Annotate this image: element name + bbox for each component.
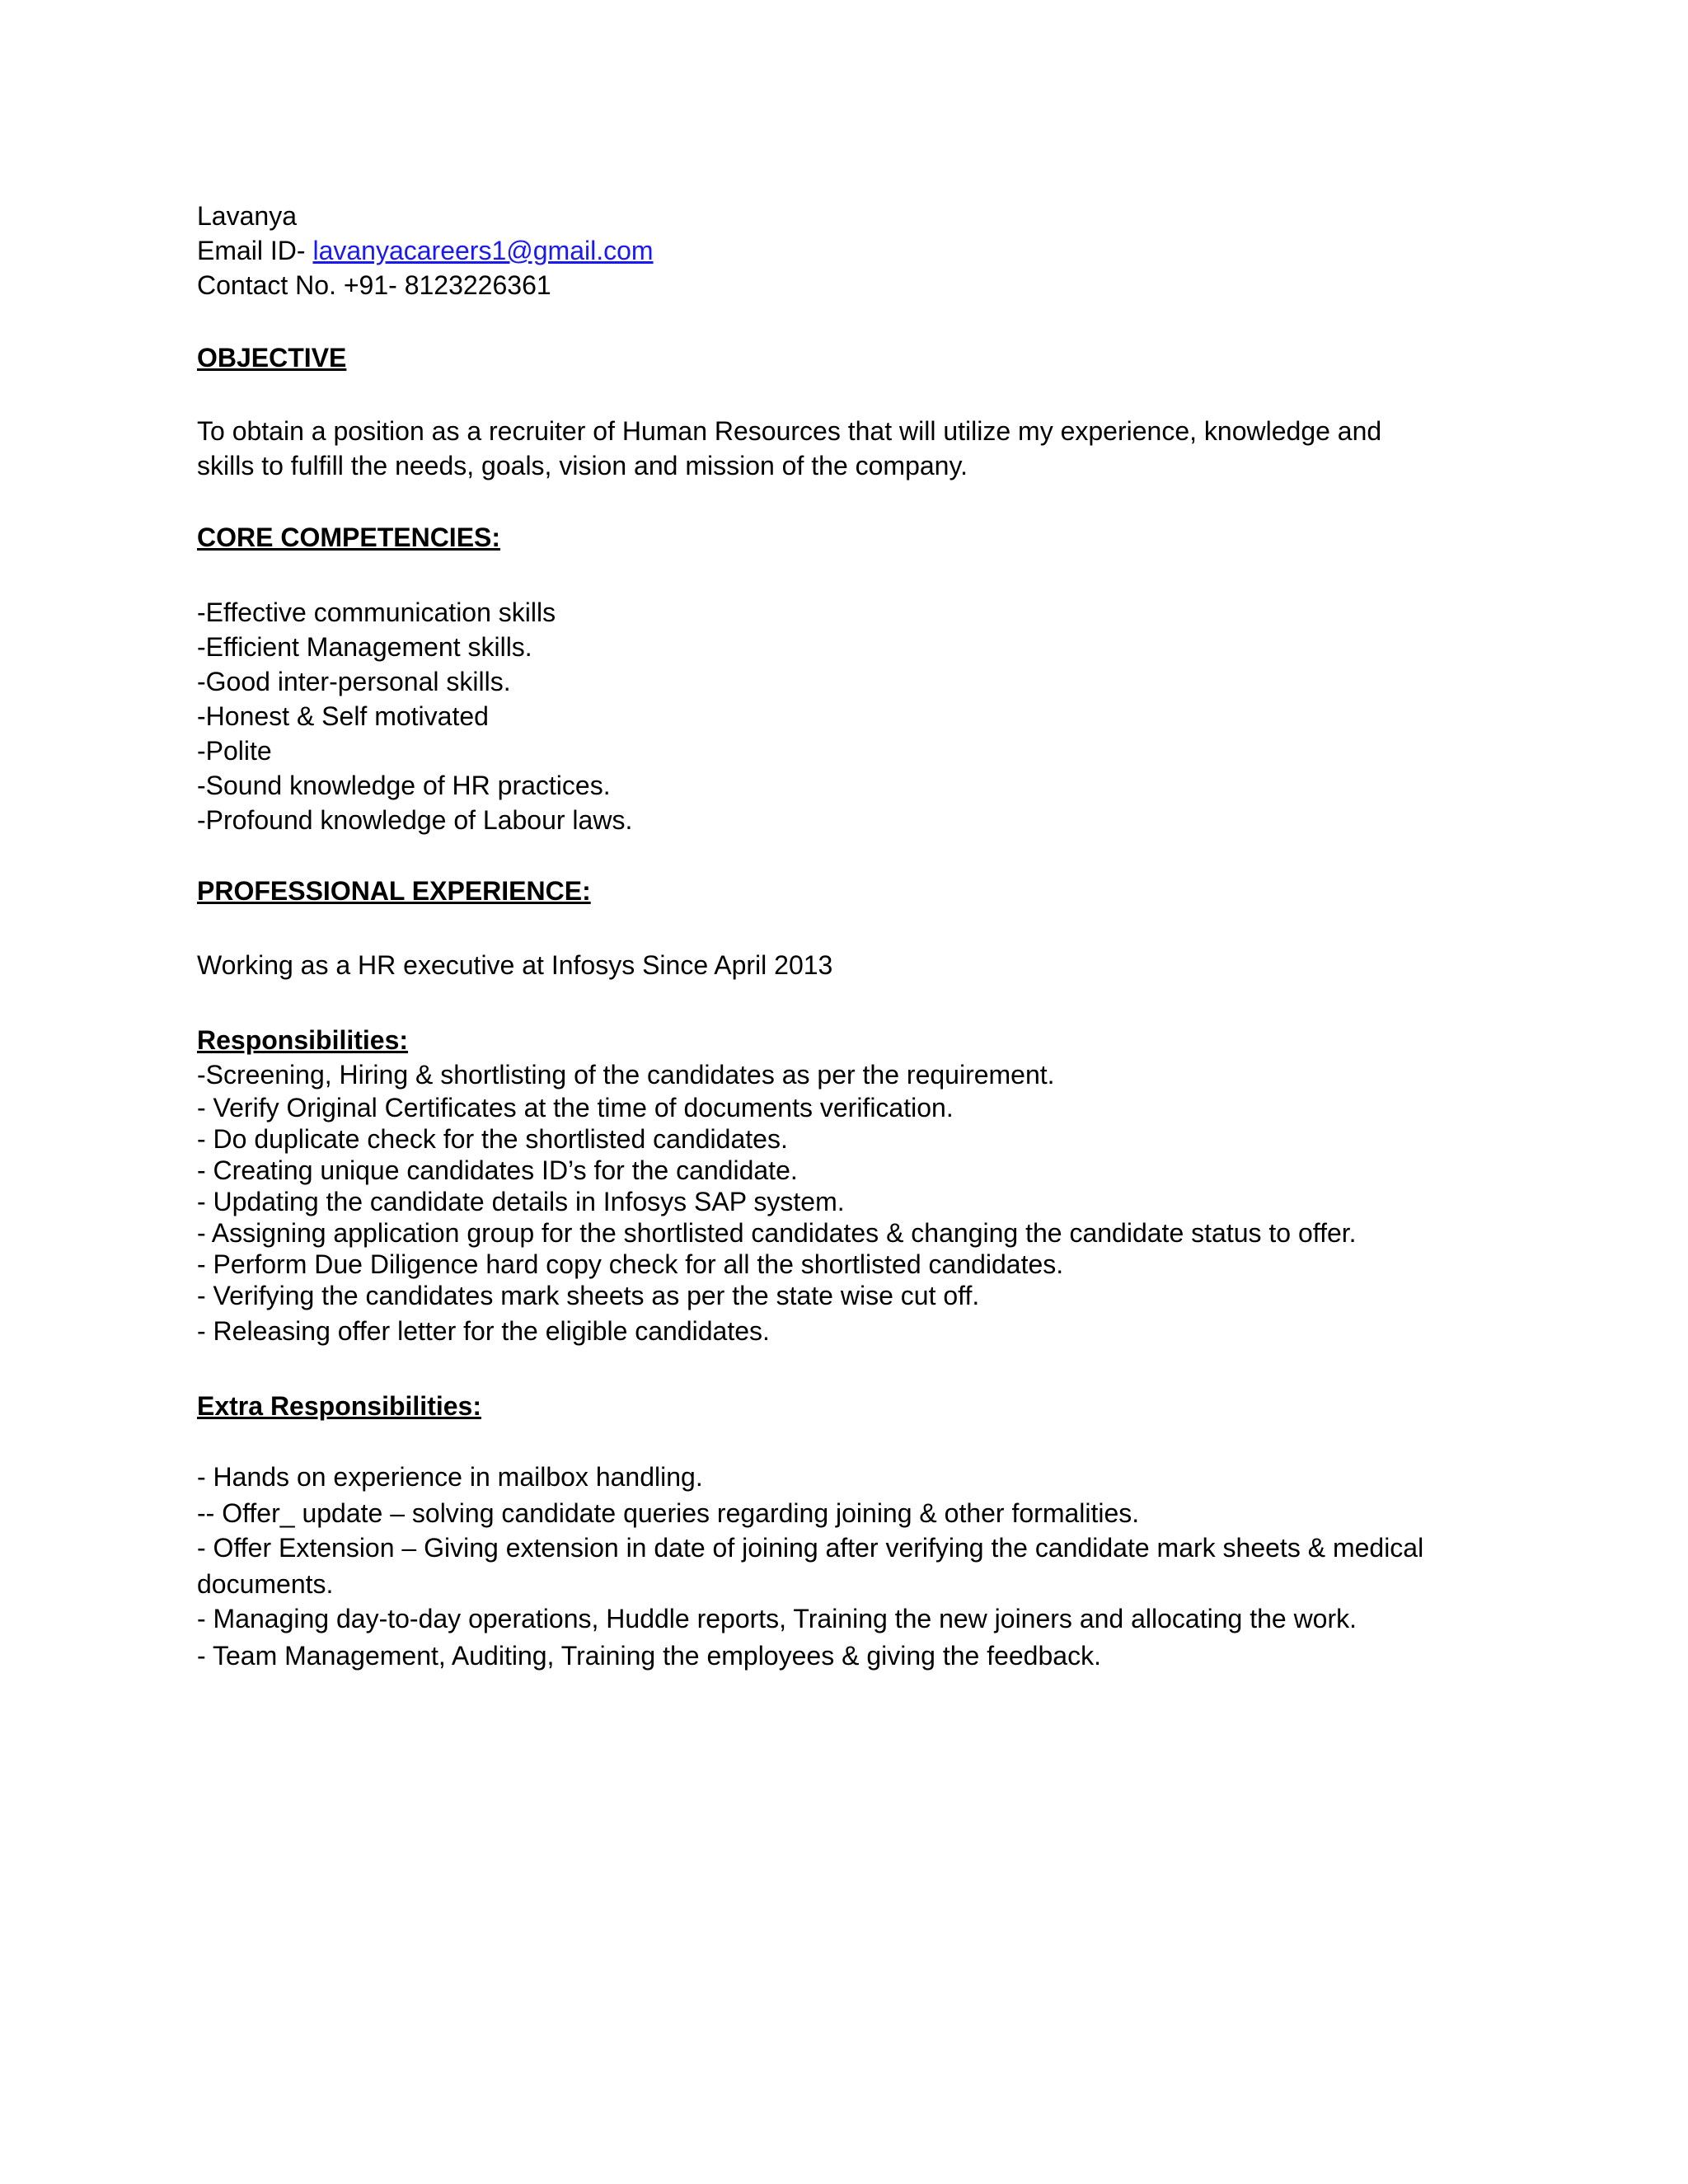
list-item: -Polite (197, 736, 272, 766)
contact-block (197, 199, 1466, 302)
phone-line: Contact No. +91- 8123226361 (197, 270, 551, 300)
email-label: Email ID- (197, 236, 306, 265)
list-item: - Updating the candidate details in Infosys SAP system. (197, 1187, 845, 1216)
list-item: - Creating unique candidates ID’s for the candidate. (197, 1155, 798, 1185)
objective-line: skills to fulfill the needs, goals, vision and mission of the company. (197, 451, 968, 480)
list-item: -Effective communication skills (197, 598, 556, 627)
email-link[interactable]: lavanyacareers1@gmail.com (312, 236, 654, 265)
list-item: - Managing day-to-day operations, Huddle reports, Training the new joiners and allocating the work. (197, 1604, 1357, 1633)
list-item: -Honest & Self motivated (197, 701, 489, 731)
list-item: - Perform Due Diligence hard copy check for all the shortlisted candidates. (197, 1249, 1064, 1279)
list-item: - Verifying the candidates mark sheets as per the state wise cut off. (197, 1281, 980, 1310)
list-item: - Verify Original Certificates at the time of documents verification. (197, 1093, 954, 1122)
experience-summary: Working as a HR executive at Infosys Since April 2013 (197, 950, 833, 980)
responsibilities-list (197, 1057, 1466, 1347)
extra-responsibilities-heading: Extra Responsibilities: (197, 1391, 481, 1421)
list-item: - Releasing offer letter for the eligible candidates. (197, 1316, 770, 1346)
list-item: -Screening, Hiring & shortlisting of the candidates as per the requirement. (197, 1060, 1055, 1090)
core-competencies-list (197, 595, 1466, 837)
list-item: - Offer Extension – Giving extension in date of joining after verifying the candidate mark sheets & medical (197, 1533, 1424, 1563)
email-line (197, 233, 1466, 268)
list-item: -Sound knowledge of HR practices. (197, 771, 611, 800)
objective-heading: OBJECTIVE (197, 343, 347, 373)
professional-experience-heading: PROFESSIONAL EXPERIENCE: (197, 876, 591, 906)
list-item: -Profound knowledge of Labour laws. (197, 805, 633, 835)
core-competencies-heading: CORE COMPETENCIES: (197, 523, 501, 552)
objective-text (197, 414, 1466, 483)
list-item: - Assigning application group for the shortlisted candidates & changing the candidate status to offer. (197, 1218, 1357, 1248)
responsibilities-heading: Responsibilities: (197, 1025, 409, 1055)
extra-responsibilities-list (197, 1460, 1466, 1673)
list-item: -Efficient Management skills. (197, 632, 532, 662)
list-item: - Hands on experience in mailbox handling. (197, 1462, 703, 1492)
list-item: -- Offer_ update – solving candidate queries regarding joining & other formalities. (197, 1498, 1140, 1528)
list-item: - Do duplicate check for the shortlisted candidates. (197, 1124, 788, 1154)
list-item: - Team Management, Auditing, Training the employees & giving the feedback. (197, 1641, 1101, 1671)
candidate-name: Lavanya (197, 201, 297, 231)
list-item: documents. (197, 1569, 334, 1599)
list-item: -Good inter-personal skills. (197, 667, 511, 696)
objective-line: To obtain a position as a recruiter of Human Resources that will utilize my experience, knowledge and (197, 416, 1382, 446)
